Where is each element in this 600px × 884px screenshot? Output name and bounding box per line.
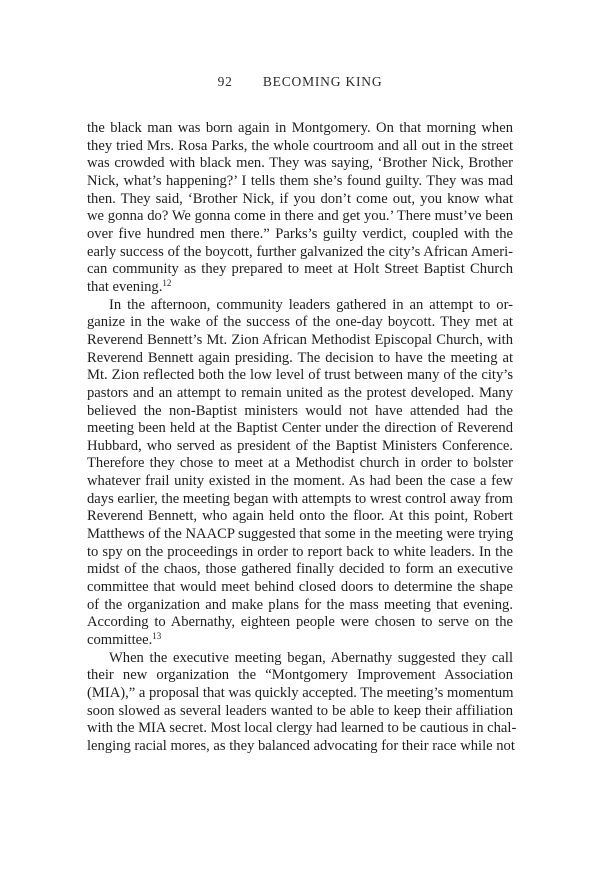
- page-number: 92: [217, 74, 233, 89]
- text-line: then. They said, ‘Brother Nick, if you don’t come out, you know what: [87, 190, 513, 207]
- text-line: believed the non-Baptist ministers would not have attended had the: [87, 402, 513, 419]
- text-line: Therefore they chose to meet at a Methodist church in order to bolster: [87, 455, 513, 472]
- paragraph-3: [87, 649, 517, 756]
- footnote-marker-13: 13: [152, 631, 162, 642]
- text-line: pastors and an attempt to remain united as the protest developed. Many: [87, 384, 513, 401]
- text-line: their new organization the “Montgomery Improvement Association: [87, 667, 513, 684]
- text-line: ganize in the wake of the success of the one-day boycott. They met at: [87, 314, 513, 331]
- body-text: [87, 120, 517, 756]
- text-line-content: that evening.: [87, 278, 163, 295]
- text-line: committee that would meet behind closed doors to determine the shape: [87, 579, 513, 596]
- text-line: days earlier, the meeting began with attempts to wrest control away from: [87, 490, 513, 507]
- footnote-marker-12: 12: [162, 277, 172, 288]
- paragraph-2: [87, 297, 513, 650]
- text-line-indented: In the afternoon, community leaders gathered in an attempt to or-: [109, 296, 513, 313]
- text-line: we gonna do? We gonna come in there and get you.’ There must’ve been: [87, 208, 513, 225]
- running-title: BECOMING KING: [262, 74, 383, 89]
- text-line: meeting been held at the Baptist Center under the direction of Reverend: [87, 420, 513, 437]
- text-line: the black man was born again in Montgomery. On that morning when: [87, 120, 513, 136]
- text-line-content: committee.: [87, 632, 153, 649]
- text-line: Nick, what’s happening?’ I tells them she’s found guilty. They was mad: [87, 172, 513, 189]
- text-line: with the MIA secret. Most local clergy had learned to be cautious in chal-: [87, 720, 517, 737]
- text-line: whatever frail unity existed in the moment. As had been the case a few: [87, 473, 513, 490]
- text-line: Reverend Bennett’s Mt. Zion African Methodist Episcopal Church, with: [87, 331, 513, 348]
- text-line: over five hundred men there.” Parks’s guilty verdict, coupled with the: [87, 225, 513, 242]
- running-head: [0, 74, 600, 90]
- text-line: (MIA),” a proposal that was quickly accepted. The meeting’s momentum: [87, 685, 514, 701]
- text-line: Reverend Bennett, who again held onto the floor. At this point, Robert: [87, 508, 513, 525]
- text-line: Matthews of the NAACP suggested that some in the meeting were trying: [87, 526, 514, 543]
- text-line: to spy on the proceedings in order to report back to white leaders. In the: [87, 543, 513, 560]
- text-line: Mt. Zion reflected both the low level of trust between many of the city’s: [87, 367, 513, 384]
- text-line: lenging racial mores, as they balanced advocating for their race while not: [87, 737, 515, 754]
- text-line-indented: When the executive meeting began, Abernathy suggested they call: [109, 649, 513, 666]
- text-line-last: [87, 279, 513, 297]
- text-line: can community as they prepared to meet at Holt Street Baptist Church: [87, 261, 513, 278]
- paragraph-1: [87, 120, 513, 297]
- text-line: Hubbard, who served as president of the Baptist Ministers Conference.: [87, 437, 513, 454]
- text-line: Reverend Bennett again presiding. The decision to have the meeting at: [87, 349, 513, 366]
- text-line: they tried Mrs. Rosa Parks, the whole courtroom and all out in the street: [87, 137, 513, 154]
- text-line: was crowded with black men. They was saying, ‘Brother Nick, Brother: [87, 155, 513, 172]
- text-line: soon slowed as several leaders wanted to be able to keep their affiliation: [87, 702, 513, 719]
- text-line: early success of the boycott, further galvanized the city’s African Ameri-: [87, 243, 513, 260]
- text-line: midst of the chaos, those gathered finally decided to form an executive: [87, 561, 513, 578]
- text-line: According to Abernathy, eighteen people were chosen to serve on the: [87, 614, 513, 631]
- text-line: of the organization and make plans for the mass meeting that evening.: [87, 596, 513, 613]
- text-line-last: [87, 632, 513, 650]
